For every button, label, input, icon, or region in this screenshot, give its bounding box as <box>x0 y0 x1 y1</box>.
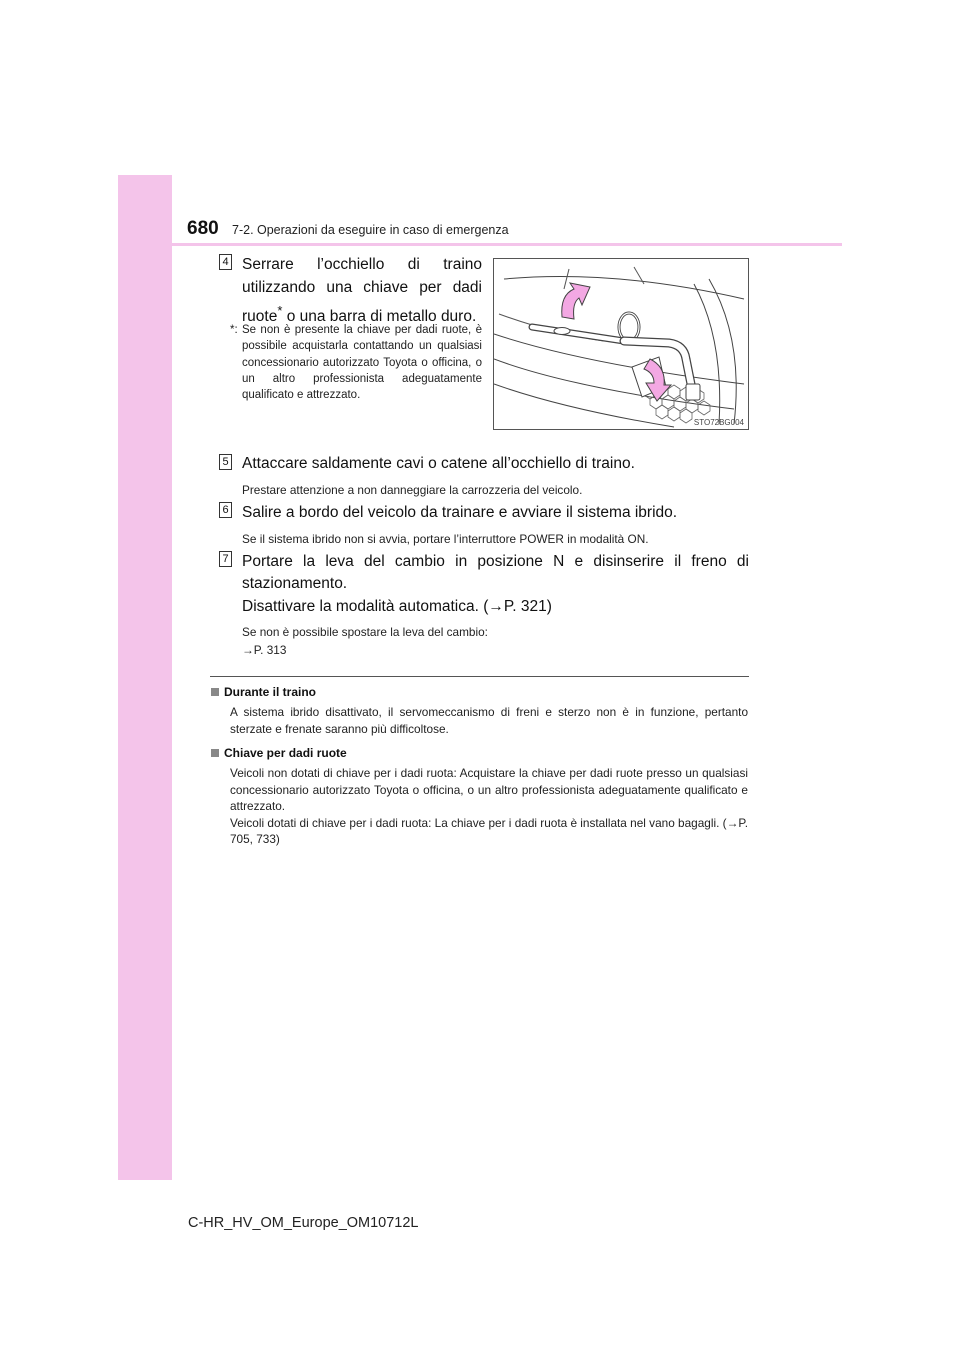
footer-doc-id: C-HR_HV_OM_Europe_OM10712L <box>188 1215 419 1231</box>
footnote-mark: *: <box>230 324 238 336</box>
square-bullet-icon <box>211 688 219 696</box>
figure-code: STO72BG004 <box>693 418 744 427</box>
info-wrench-title-text: Chiave per dadi ruote <box>224 746 347 760</box>
header-rule <box>172 243 842 246</box>
info-wrench-body-2: Veicoli dotati di chiave per i dadi ruota: La chiave per i dadi ruota è installata nel vano bagagli. (→P. 705, 733) <box>230 815 748 847</box>
page-number: 680 <box>187 218 219 239</box>
square-bullet-icon <box>211 749 219 757</box>
info-towing-body: A sistema ibrido disattivato, il servomeccanismo di freni e sterzo non è in funzione, pertanto sterzate e frenate saranno più difficoltose. <box>230 705 748 736</box>
step-badge-7: 7 <box>219 551 232 567</box>
step-7-note-2: →P. 313 <box>242 643 287 657</box>
side-color-band <box>118 175 172 1180</box>
info-wrench-body: Veicoli non dotati di chiave per i dadi ruota: Acquistare la chiave per dadi ruote presso un qualsiasi concessionario autorizzato Toyota o officina, o un altro professionista adeguatamente qualificato e attrezzato. <box>230 766 748 814</box>
step-badge-5: 5 <box>219 454 232 470</box>
section-divider <box>210 676 749 677</box>
section-title: 7-2. Operazioni da eseguire in caso di emergenza <box>232 223 509 237</box>
step-4-text <box>242 253 482 328</box>
footnote-text: Se non è presente la chiave per dadi ruote, è possibile acquistarla contattando un qualsiasi concessionario autorizzato Toyota o officina, o un altro professionista adeguatamente qualificato e attrezzato. <box>242 324 482 402</box>
step-7-text: Portare la leva del cambio in posizione N e disinserire il freno di stazionamento. <box>242 553 749 592</box>
wrench-drawing <box>494 259 749 430</box>
info-towing-title <box>211 684 748 700</box>
step-6-text: Salire a bordo del veicolo da trainare e avviare il sistema ibrido. <box>242 504 678 521</box>
step-7-text-2: Disattivare la modalità automatica. (→P. 321) <box>242 598 552 615</box>
step-4-text-after: o una barra di metallo duro. <box>282 308 477 326</box>
info-towing-title-text: Durante il traino <box>224 685 317 699</box>
step-4-text-before: Serrare l’occhiello di traino utilizzando una chiave per dadi ruote <box>242 256 482 326</box>
step-7-note: Se non è possibile spostare la leva del cambio: <box>242 625 488 639</box>
towing-eyelet-illustration <box>493 258 749 430</box>
info-wrench-title <box>211 745 748 761</box>
step-badge-6: 6 <box>219 502 232 518</box>
info-towing <box>211 684 748 737</box>
footnote <box>230 322 482 403</box>
step-5-note: Prestare attenzione a non danneggiare la carrozzeria del veicolo. <box>242 483 583 497</box>
asterisk-mark: * <box>277 303 283 318</box>
step-badge-4: 4 <box>219 254 232 270</box>
step-5-text: Attaccare saldamente cavi o catene all’occhiello di traino. <box>242 455 635 472</box>
step-6-note: Se il sistema ibrido non si avvia, portare l’interruttore POWER in modalità ON. <box>242 532 649 546</box>
info-wrench <box>211 745 748 848</box>
